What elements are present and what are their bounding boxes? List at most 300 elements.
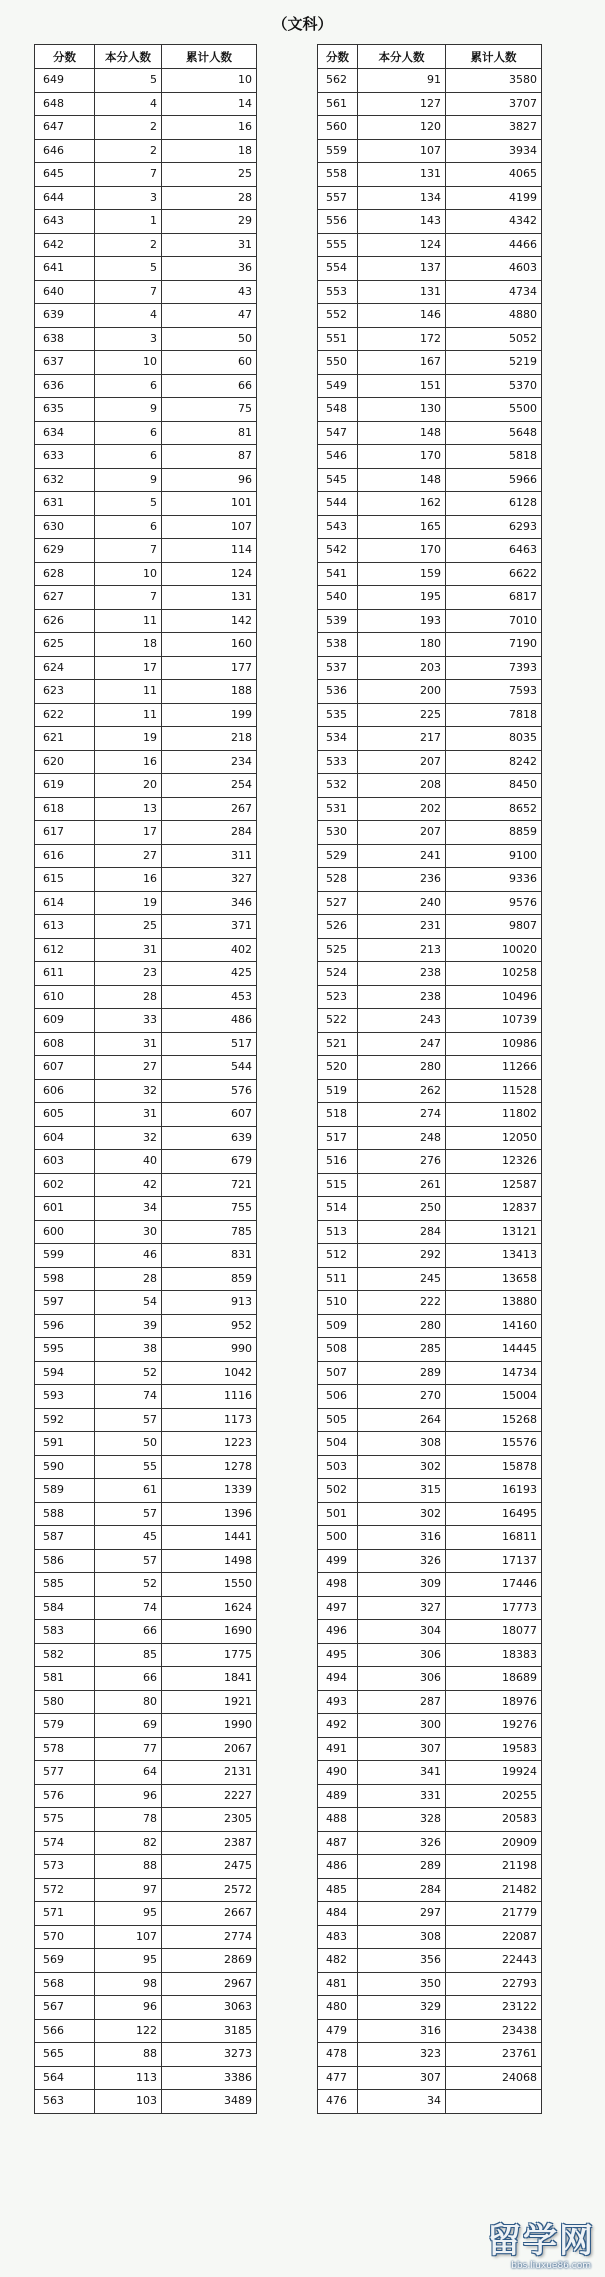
cell-count: 289 bbox=[358, 1361, 446, 1385]
cell-score: 551 bbox=[318, 327, 358, 351]
header-count: 本分人数 bbox=[358, 45, 446, 69]
cell-count: 5 bbox=[95, 492, 162, 516]
cell-score: 599 bbox=[35, 1244, 95, 1268]
cell-score: 513 bbox=[318, 1220, 358, 1244]
cell-cumulative: 15878 bbox=[446, 1455, 542, 1479]
cell-count: 95 bbox=[95, 1902, 162, 1926]
cell-score: 588 bbox=[35, 1502, 95, 1526]
cell-count: 241 bbox=[358, 844, 446, 868]
table-row bbox=[318, 1690, 542, 1714]
cell-count: 113 bbox=[95, 2066, 162, 2090]
cell-score: 609 bbox=[35, 1009, 95, 1033]
cell-score: 571 bbox=[35, 1902, 95, 1926]
cell-score: 546 bbox=[318, 445, 358, 469]
cell-score: 512 bbox=[318, 1244, 358, 1268]
table-row bbox=[35, 186, 257, 210]
table-row bbox=[318, 257, 542, 281]
cell-cumulative: 10496 bbox=[446, 985, 542, 1009]
cell-score: 559 bbox=[318, 139, 358, 163]
table-row bbox=[318, 374, 542, 398]
cell-score: 593 bbox=[35, 1385, 95, 1409]
cell-cumulative: 13658 bbox=[446, 1267, 542, 1291]
cell-cumulative: 1624 bbox=[162, 1596, 257, 1620]
cell-count: 52 bbox=[95, 1573, 162, 1597]
cell-count: 6 bbox=[95, 515, 162, 539]
table-row bbox=[318, 1385, 542, 1409]
cell-count: 77 bbox=[95, 1737, 162, 1761]
cell-score: 581 bbox=[35, 1667, 95, 1691]
cell-count: 180 bbox=[358, 633, 446, 657]
cell-count: 151 bbox=[358, 374, 446, 398]
cell-score: 557 bbox=[318, 186, 358, 210]
header-row bbox=[35, 45, 257, 69]
cell-count: 306 bbox=[358, 1667, 446, 1691]
cell-cumulative: 124 bbox=[162, 562, 257, 586]
cell-score: 508 bbox=[318, 1338, 358, 1362]
cell-cumulative: 5648 bbox=[446, 421, 542, 445]
cell-count: 40 bbox=[95, 1150, 162, 1174]
table-row bbox=[35, 1009, 257, 1033]
table-row bbox=[35, 656, 257, 680]
cell-score: 506 bbox=[318, 1385, 358, 1409]
cell-cumulative: 4199 bbox=[446, 186, 542, 210]
table-row bbox=[318, 1784, 542, 1808]
cell-score: 516 bbox=[318, 1150, 358, 1174]
cell-count: 42 bbox=[95, 1173, 162, 1197]
table-row bbox=[318, 1455, 542, 1479]
table-body-right bbox=[318, 69, 542, 2114]
cell-count: 98 bbox=[95, 1972, 162, 1996]
table-row bbox=[318, 1878, 542, 1902]
table-row bbox=[318, 1808, 542, 1832]
cell-cumulative: 267 bbox=[162, 797, 257, 821]
cell-cumulative: 6463 bbox=[446, 539, 542, 563]
cell-score: 642 bbox=[35, 233, 95, 257]
table-row bbox=[35, 680, 257, 704]
cell-count: 32 bbox=[95, 1126, 162, 1150]
cell-cumulative: 188 bbox=[162, 680, 257, 704]
cell-count: 9 bbox=[95, 398, 162, 422]
cell-count: 107 bbox=[358, 139, 446, 163]
table-row bbox=[318, 1056, 542, 1080]
cell-cumulative: 425 bbox=[162, 962, 257, 986]
cell-count: 130 bbox=[358, 398, 446, 422]
cell-cumulative: 12326 bbox=[446, 1150, 542, 1174]
cell-cumulative: 21779 bbox=[446, 1902, 542, 1926]
cell-cumulative: 22793 bbox=[446, 1972, 542, 1996]
cell-count: 172 bbox=[358, 327, 446, 351]
table-row bbox=[35, 327, 257, 351]
table-row bbox=[318, 1479, 542, 1503]
table-row bbox=[35, 797, 257, 821]
cell-cumulative: 21482 bbox=[446, 1878, 542, 1902]
cell-count: 66 bbox=[95, 1667, 162, 1691]
cell-score: 612 bbox=[35, 938, 95, 962]
cell-count: 28 bbox=[95, 1267, 162, 1291]
cell-cumulative: 1396 bbox=[162, 1502, 257, 1526]
cell-count: 328 bbox=[358, 1808, 446, 1832]
cell-score: 585 bbox=[35, 1573, 95, 1597]
cell-cumulative bbox=[446, 2090, 542, 2114]
table-row bbox=[35, 1103, 257, 1127]
cell-cumulative: 19924 bbox=[446, 1761, 542, 1785]
cell-count: 10 bbox=[95, 562, 162, 586]
cell-score: 643 bbox=[35, 210, 95, 234]
cell-cumulative: 13880 bbox=[446, 1291, 542, 1315]
cell-cumulative: 13121 bbox=[446, 1220, 542, 1244]
cell-score: 540 bbox=[318, 586, 358, 610]
cell-cumulative: 234 bbox=[162, 750, 257, 774]
table-row bbox=[318, 210, 542, 234]
cell-score: 518 bbox=[318, 1103, 358, 1127]
table-row bbox=[318, 1620, 542, 1644]
cell-cumulative: 3827 bbox=[446, 116, 542, 140]
header-count: 本分人数 bbox=[95, 45, 162, 69]
cell-score: 597 bbox=[35, 1291, 95, 1315]
cell-cumulative: 6622 bbox=[446, 562, 542, 586]
cell-count: 69 bbox=[95, 1714, 162, 1738]
cell-cumulative: 721 bbox=[162, 1173, 257, 1197]
cell-cumulative: 50 bbox=[162, 327, 257, 351]
cell-count: 7 bbox=[95, 163, 162, 187]
table-row bbox=[35, 868, 257, 892]
table-row bbox=[35, 539, 257, 563]
cell-count: 23 bbox=[95, 962, 162, 986]
cell-cumulative: 1339 bbox=[162, 1479, 257, 1503]
table-row bbox=[318, 562, 542, 586]
cell-count: 193 bbox=[358, 609, 446, 633]
cell-count: 280 bbox=[358, 1314, 446, 1338]
cell-cumulative: 22087 bbox=[446, 1925, 542, 1949]
table-row bbox=[318, 1972, 542, 1996]
cell-count: 329 bbox=[358, 1996, 446, 2020]
cell-score: 603 bbox=[35, 1150, 95, 1174]
cell-score: 579 bbox=[35, 1714, 95, 1738]
table-row bbox=[35, 421, 257, 445]
cell-score: 493 bbox=[318, 1690, 358, 1714]
table-row bbox=[35, 233, 257, 257]
table-row bbox=[35, 962, 257, 986]
cell-score: 639 bbox=[35, 304, 95, 328]
cell-count: 46 bbox=[95, 1244, 162, 1268]
cell-cumulative: 2131 bbox=[162, 1761, 257, 1785]
cell-count: 10 bbox=[95, 351, 162, 375]
cell-score: 564 bbox=[35, 2066, 95, 2090]
cell-count: 148 bbox=[358, 468, 446, 492]
table-row bbox=[318, 1855, 542, 1879]
cell-count: 331 bbox=[358, 1784, 446, 1808]
table-row bbox=[318, 1103, 542, 1127]
table-row bbox=[35, 1150, 257, 1174]
cell-score: 541 bbox=[318, 562, 358, 586]
cell-count: 27 bbox=[95, 844, 162, 868]
cell-score: 577 bbox=[35, 1761, 95, 1785]
table-row bbox=[35, 2043, 257, 2067]
cell-count: 88 bbox=[95, 1855, 162, 1879]
cell-cumulative: 2305 bbox=[162, 1808, 257, 1832]
table-row bbox=[35, 1643, 257, 1667]
cell-score: 527 bbox=[318, 891, 358, 915]
cell-count: 80 bbox=[95, 1690, 162, 1714]
cell-cumulative: 3273 bbox=[162, 2043, 257, 2067]
table-row bbox=[35, 1432, 257, 1456]
table-row bbox=[35, 69, 257, 93]
table-row bbox=[35, 821, 257, 845]
cell-cumulative: 402 bbox=[162, 938, 257, 962]
cell-score: 480 bbox=[318, 1996, 358, 2020]
cell-cumulative: 1921 bbox=[162, 1690, 257, 1714]
table-row bbox=[318, 515, 542, 539]
cell-score: 572 bbox=[35, 1878, 95, 1902]
cell-score: 628 bbox=[35, 562, 95, 586]
table-row bbox=[318, 233, 542, 257]
table-row bbox=[35, 116, 257, 140]
cell-score: 562 bbox=[318, 69, 358, 93]
table-row bbox=[35, 1573, 257, 1597]
cell-count: 54 bbox=[95, 1291, 162, 1315]
cell-cumulative: 2067 bbox=[162, 1737, 257, 1761]
cell-score: 501 bbox=[318, 1502, 358, 1526]
cell-count: 17 bbox=[95, 821, 162, 845]
cell-cumulative: 4466 bbox=[446, 233, 542, 257]
table-row bbox=[35, 609, 257, 633]
cell-score: 565 bbox=[35, 2043, 95, 2067]
cell-score: 536 bbox=[318, 680, 358, 704]
cell-count: 248 bbox=[358, 1126, 446, 1150]
cell-cumulative: 5370 bbox=[446, 374, 542, 398]
cell-count: 217 bbox=[358, 727, 446, 751]
cell-cumulative: 20583 bbox=[446, 1808, 542, 1832]
cell-score: 625 bbox=[35, 633, 95, 657]
cell-score: 594 bbox=[35, 1361, 95, 1385]
cell-count: 300 bbox=[358, 1714, 446, 1738]
cell-score: 614 bbox=[35, 891, 95, 915]
cell-cumulative: 2967 bbox=[162, 1972, 257, 1996]
cell-count: 25 bbox=[95, 915, 162, 939]
table-body-left bbox=[35, 69, 257, 2114]
cell-score: 640 bbox=[35, 280, 95, 304]
cell-score: 600 bbox=[35, 1220, 95, 1244]
cell-count: 19 bbox=[95, 727, 162, 751]
table-row bbox=[35, 280, 257, 304]
cell-cumulative: 3489 bbox=[162, 2090, 257, 2114]
cell-cumulative: 18976 bbox=[446, 1690, 542, 1714]
table-row bbox=[318, 727, 542, 751]
table-row bbox=[318, 2066, 542, 2090]
cell-cumulative: 23122 bbox=[446, 1996, 542, 2020]
cell-cumulative: 990 bbox=[162, 1338, 257, 1362]
cell-score: 539 bbox=[318, 609, 358, 633]
table-row bbox=[318, 1079, 542, 1103]
cell-cumulative: 14160 bbox=[446, 1314, 542, 1338]
cell-score: 510 bbox=[318, 1291, 358, 1315]
cell-score: 548 bbox=[318, 398, 358, 422]
cell-score: 644 bbox=[35, 186, 95, 210]
cell-count: 159 bbox=[358, 562, 446, 586]
cell-cumulative: 486 bbox=[162, 1009, 257, 1033]
cell-cumulative: 831 bbox=[162, 1244, 257, 1268]
cell-cumulative: 5219 bbox=[446, 351, 542, 375]
table-row bbox=[318, 421, 542, 445]
cell-count: 19 bbox=[95, 891, 162, 915]
cell-score: 485 bbox=[318, 1878, 358, 1902]
cell-cumulative: 75 bbox=[162, 398, 257, 422]
table-row bbox=[35, 891, 257, 915]
table-row bbox=[35, 1291, 257, 1315]
cell-cumulative: 4603 bbox=[446, 257, 542, 281]
cell-count: 34 bbox=[358, 2090, 446, 2114]
cell-cumulative: 7593 bbox=[446, 680, 542, 704]
cell-count: 39 bbox=[95, 1314, 162, 1338]
table-row bbox=[318, 1643, 542, 1667]
table-row bbox=[318, 2019, 542, 2043]
cell-count: 97 bbox=[95, 1878, 162, 1902]
cell-cumulative: 9100 bbox=[446, 844, 542, 868]
table-row bbox=[318, 468, 542, 492]
cell-cumulative: 18383 bbox=[446, 1643, 542, 1667]
table-row bbox=[318, 1009, 542, 1033]
cell-cumulative: 16 bbox=[162, 116, 257, 140]
cell-count: 231 bbox=[358, 915, 446, 939]
cell-count: 148 bbox=[358, 421, 446, 445]
cell-count: 20 bbox=[95, 774, 162, 798]
cell-cumulative: 785 bbox=[162, 1220, 257, 1244]
score-table-left bbox=[34, 44, 257, 2114]
table-row bbox=[35, 92, 257, 116]
table-row bbox=[35, 398, 257, 422]
cell-count: 222 bbox=[358, 1291, 446, 1315]
cell-count: 96 bbox=[95, 1784, 162, 1808]
cell-score: 543 bbox=[318, 515, 358, 539]
cell-cumulative: 3185 bbox=[162, 2019, 257, 2043]
cell-cumulative: 9807 bbox=[446, 915, 542, 939]
table-row bbox=[318, 962, 542, 986]
table-row bbox=[318, 1949, 542, 1973]
cell-count: 316 bbox=[358, 1526, 446, 1550]
table-row bbox=[35, 985, 257, 1009]
cell-score: 621 bbox=[35, 727, 95, 751]
cell-cumulative: 2667 bbox=[162, 1902, 257, 1926]
cell-count: 207 bbox=[358, 750, 446, 774]
cell-count: 7 bbox=[95, 280, 162, 304]
cell-score: 529 bbox=[318, 844, 358, 868]
table-row bbox=[318, 1432, 542, 1456]
cell-cumulative: 2387 bbox=[162, 1831, 257, 1855]
cell-score: 645 bbox=[35, 163, 95, 187]
cell-count: 11 bbox=[95, 609, 162, 633]
table-row bbox=[318, 1667, 542, 1691]
table-row bbox=[318, 703, 542, 727]
cell-cumulative: 311 bbox=[162, 844, 257, 868]
cell-score: 595 bbox=[35, 1338, 95, 1362]
cell-cumulative: 101 bbox=[162, 492, 257, 516]
cell-cumulative: 18 bbox=[162, 139, 257, 163]
cell-score: 556 bbox=[318, 210, 358, 234]
cell-cumulative: 17446 bbox=[446, 1573, 542, 1597]
cell-count: 203 bbox=[358, 656, 446, 680]
table-row bbox=[318, 750, 542, 774]
cell-count: 243 bbox=[358, 1009, 446, 1033]
cell-cumulative: 3934 bbox=[446, 139, 542, 163]
table-row bbox=[35, 1714, 257, 1738]
cell-score: 517 bbox=[318, 1126, 358, 1150]
cell-count: 16 bbox=[95, 750, 162, 774]
cell-count: 146 bbox=[358, 304, 446, 328]
table-row bbox=[35, 1385, 257, 1409]
cell-score: 505 bbox=[318, 1408, 358, 1432]
cell-score: 623 bbox=[35, 680, 95, 704]
cell-count: 30 bbox=[95, 1220, 162, 1244]
cell-cumulative: 1173 bbox=[162, 1408, 257, 1432]
table-row bbox=[318, 1150, 542, 1174]
table-row bbox=[35, 1056, 257, 1080]
cell-count: 213 bbox=[358, 938, 446, 962]
cell-score: 509 bbox=[318, 1314, 358, 1338]
cell-cumulative: 13413 bbox=[446, 1244, 542, 1268]
cell-score: 622 bbox=[35, 703, 95, 727]
cell-cumulative: 22443 bbox=[446, 1949, 542, 1973]
watermark-text: 留学网 bbox=[487, 2221, 595, 2261]
cell-count: 95 bbox=[95, 1949, 162, 1973]
cell-score: 523 bbox=[318, 985, 358, 1009]
cell-count: 137 bbox=[358, 257, 446, 281]
cell-cumulative: 131 bbox=[162, 586, 257, 610]
table-row bbox=[318, 586, 542, 610]
cell-count: 88 bbox=[95, 2043, 162, 2067]
cell-score: 520 bbox=[318, 1056, 358, 1080]
cell-count: 170 bbox=[358, 539, 446, 563]
cell-count: 287 bbox=[358, 1690, 446, 1714]
cell-cumulative: 107 bbox=[162, 515, 257, 539]
cell-score: 552 bbox=[318, 304, 358, 328]
cell-score: 487 bbox=[318, 1831, 358, 1855]
cell-cumulative: 7010 bbox=[446, 609, 542, 633]
cell-cumulative: 2227 bbox=[162, 1784, 257, 1808]
cell-cumulative: 114 bbox=[162, 539, 257, 563]
cell-score: 499 bbox=[318, 1549, 358, 1573]
cell-count: 5 bbox=[95, 69, 162, 93]
cell-cumulative: 17137 bbox=[446, 1549, 542, 1573]
cell-score: 633 bbox=[35, 445, 95, 469]
cell-cumulative: 3063 bbox=[162, 1996, 257, 2020]
cell-count: 302 bbox=[358, 1502, 446, 1526]
cell-score: 636 bbox=[35, 374, 95, 398]
score-table-right bbox=[317, 44, 542, 2114]
table-row bbox=[318, 1220, 542, 1244]
cell-score: 489 bbox=[318, 1784, 358, 1808]
cell-count: 64 bbox=[95, 1761, 162, 1785]
cell-cumulative: 346 bbox=[162, 891, 257, 915]
cell-score: 626 bbox=[35, 609, 95, 633]
table-row bbox=[318, 891, 542, 915]
cell-count: 167 bbox=[358, 351, 446, 375]
table-row bbox=[35, 1549, 257, 1573]
cell-score: 481 bbox=[318, 1972, 358, 1996]
cell-count: 162 bbox=[358, 492, 446, 516]
cell-cumulative: 859 bbox=[162, 1267, 257, 1291]
table-row bbox=[318, 1573, 542, 1597]
cell-cumulative: 5966 bbox=[446, 468, 542, 492]
cell-count: 200 bbox=[358, 680, 446, 704]
cell-count: 85 bbox=[95, 1643, 162, 1667]
cell-score: 507 bbox=[318, 1361, 358, 1385]
table-row bbox=[318, 116, 542, 140]
cell-cumulative: 2475 bbox=[162, 1855, 257, 1879]
cell-cumulative: 1498 bbox=[162, 1549, 257, 1573]
cell-score: 607 bbox=[35, 1056, 95, 1080]
cell-count: 7 bbox=[95, 586, 162, 610]
table-row bbox=[318, 1244, 542, 1268]
